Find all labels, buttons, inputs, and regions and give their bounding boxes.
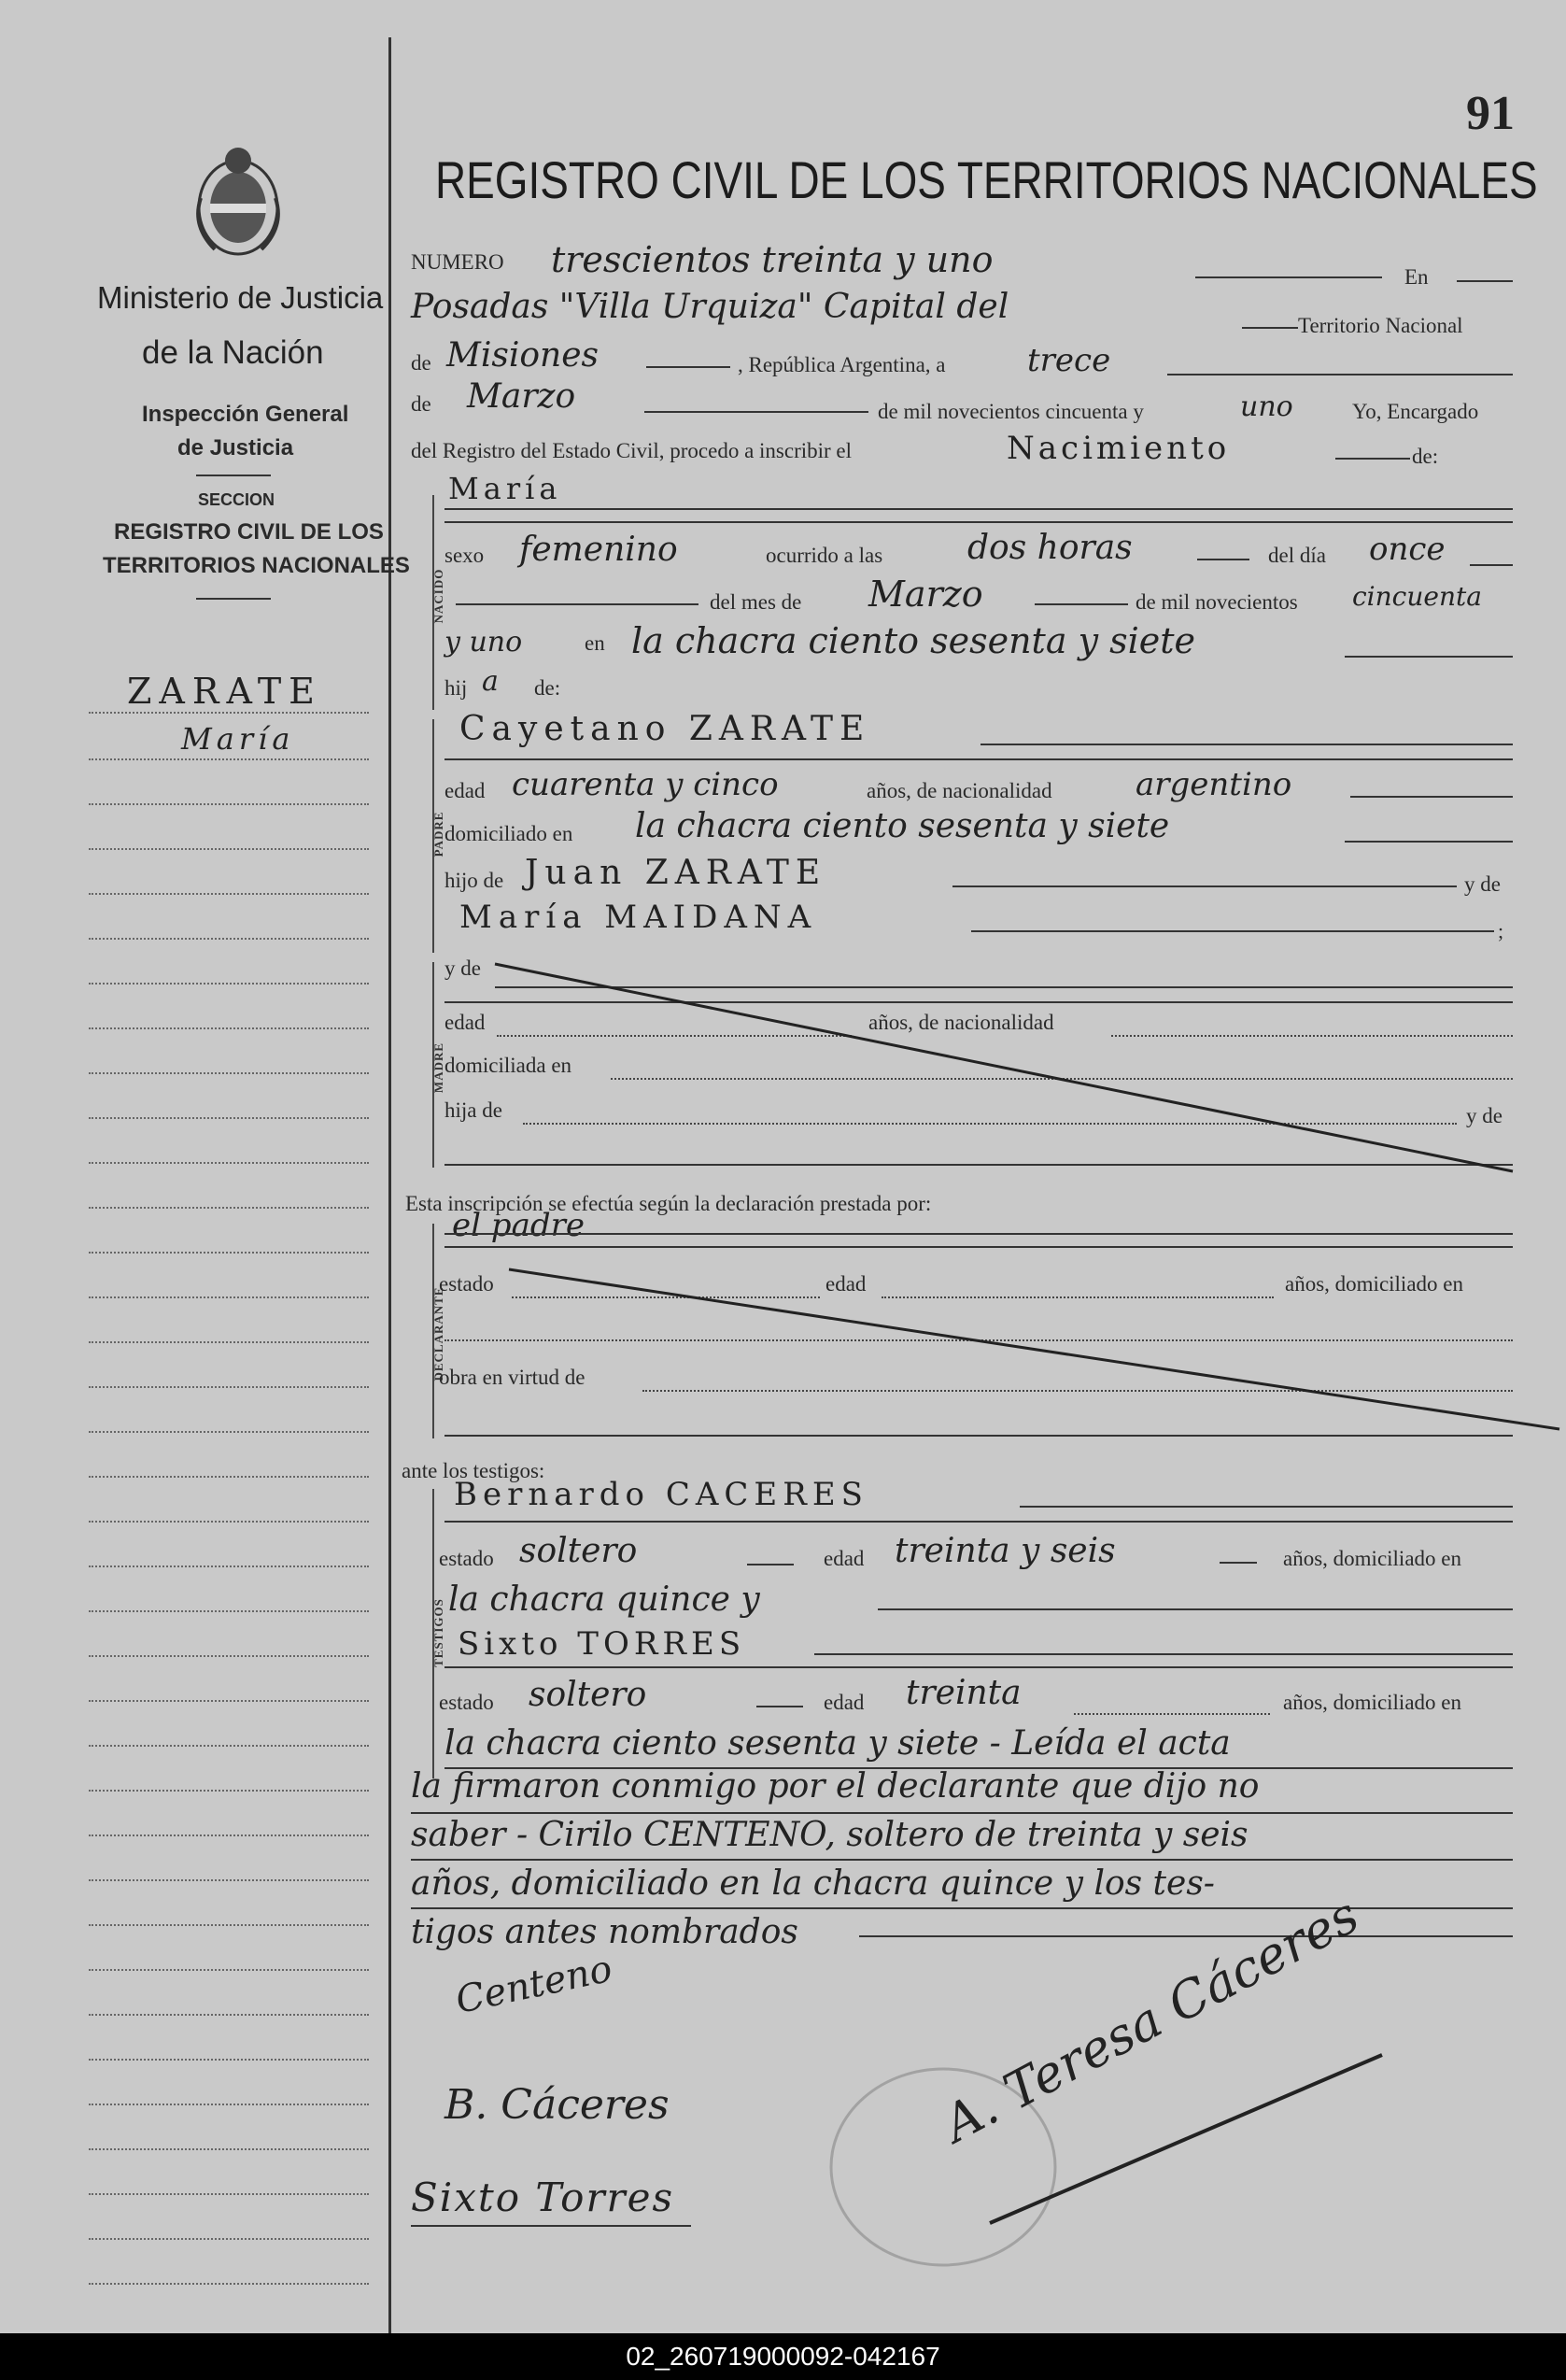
divider <box>196 475 271 476</box>
inspection-line2: de Justicia <box>177 435 294 460</box>
madre-cross-out <box>486 956 1522 1181</box>
padre-name: Cayetano ZARATE <box>459 710 871 748</box>
declarante-section-label: DECLARANTE <box>431 1286 445 1381</box>
closing-line1: la firmaron conmigo por el declarante que dijo no <box>411 1767 1260 1806</box>
hij-de-label: de: <box>534 676 561 700</box>
margin-name: María <box>181 721 295 757</box>
madre-nac-label: años, de nacionalidad <box>868 1011 1054 1034</box>
madre-edad-label: edad <box>444 1011 486 1034</box>
testigo2-estado-label: estado <box>439 1691 494 1714</box>
place-value: Posadas "Villa Urquiza" Capital del <box>411 288 1009 326</box>
dia-label: del día <box>1268 544 1326 567</box>
republica-label: , República Argentina, a <box>738 353 946 376</box>
padre-edad-label: edad <box>444 779 486 802</box>
testigo1-edad-label: edad <box>824 1547 865 1570</box>
mil-label: de mil novecientos <box>1136 590 1298 614</box>
folio-number: 91 <box>1466 87 1515 140</box>
section-label: SECCION <box>198 490 275 509</box>
declarante-intro: Esta inscripción se efectúa según la declaración prestada por: <box>405 1192 932 1215</box>
testigo2-estado: soltero <box>529 1676 647 1714</box>
madre-yde-label: y de <box>444 956 481 980</box>
testigo1-estado-label: estado <box>439 1547 494 1570</box>
numero-label: NUMERO <box>411 250 504 274</box>
registro-label: del Registro del Estado Civil, procedo a inscribir el <box>411 439 853 462</box>
nacido-name: María <box>448 471 562 506</box>
madre-yde2-label: y de <box>1466 1104 1503 1127</box>
day-value: trece <box>1027 342 1111 379</box>
de-label: de <box>411 351 431 375</box>
inspection-line1: Inspección General <box>142 402 349 427</box>
de2-label: de <box>411 392 431 416</box>
hij-label: hij <box>444 676 468 700</box>
signature-underline <box>971 2046 1401 2232</box>
testigos-intro: ante los testigos: <box>402 1459 545 1482</box>
testigo2-name: Sixto TORRES <box>458 1625 746 1663</box>
padre-nac-label: años, de nacionalidad <box>867 779 1052 802</box>
image-id-footer: 02_260719000092-042167 <box>0 2333 1566 2380</box>
padre-hijo-value: Juan ZARATE <box>525 854 827 892</box>
testigos-section-label: TESTIGOS <box>431 1598 445 1667</box>
testigo2-edad-label: edad <box>824 1691 865 1714</box>
padre-hijo-label: hijo de <box>444 869 504 892</box>
lugar-value: la chacra ciento sesenta y siete <box>631 620 1196 661</box>
hij-value: a <box>482 665 499 698</box>
testigo2-edad: treinta <box>906 1674 1022 1712</box>
padre-section-label: PADRE <box>431 811 445 857</box>
de3-label: de: <box>1412 445 1439 468</box>
declarante-obra-label: obra en virtud de <box>439 1366 585 1389</box>
testigo1-dom: la chacra quince y <box>448 1580 760 1619</box>
ministry-line2: de la Nación <box>142 334 324 371</box>
sexo-label: sexo <box>444 544 485 567</box>
closing-line3: años, domiciliado en la chacra quince y los tes- <box>411 1864 1215 1903</box>
testigo1-name: Bernardo CACERES <box>454 1476 868 1513</box>
anio-value: cincuenta <box>1352 581 1482 612</box>
numero-value: trescientos treinta y uno <box>551 239 994 280</box>
ministry-line1: Ministerio de Justicia <box>97 280 384 315</box>
section-line2: TERRITORIOS NACIONALES <box>103 553 410 578</box>
territorio-label: Territorio Nacional <box>1298 314 1463 337</box>
margin-surname: ZARATE <box>127 671 322 712</box>
declarante-dom-label: años, domiciliado en <box>1285 1272 1463 1296</box>
anio-value2: y uno <box>444 626 523 659</box>
declarante-edad-label: edad <box>825 1272 867 1296</box>
madre-hija-label: hija de <box>444 1098 502 1122</box>
year-label: de mil novecientos cincuenta y <box>878 400 1144 423</box>
testigo2-dom-label: años, domiciliado en <box>1283 1691 1461 1714</box>
madre-section-label: MADRE <box>431 1041 445 1094</box>
dia-value: once <box>1369 531 1446 568</box>
signature-torres: Sixto Torres <box>411 2175 675 2220</box>
closing-line2: saber - Cirilo CENTENO, soltero de treinta y seis <box>411 1816 1249 1854</box>
testigo1-estado: soltero <box>519 1532 638 1570</box>
en-label: En <box>1404 265 1429 289</box>
padre-yde-label: y de <box>1464 872 1501 896</box>
declarante-value: el padre <box>452 1207 585 1244</box>
padre-madre-value: María MAIDANA <box>459 899 818 936</box>
sexo-value: femenino <box>519 531 678 569</box>
hora-value: dos horas <box>967 529 1133 567</box>
mes-value: Marzo <box>868 574 983 615</box>
padre-dom-label: domiciliado en <box>444 822 573 845</box>
month-value: Marzo <box>467 377 576 416</box>
territory-value: Misiones <box>446 336 600 375</box>
closing-line4: tigos antes nombrados <box>411 1913 798 1951</box>
padre-edad-value: cuarenta y cinco <box>512 766 779 803</box>
testigo1-edad: treinta y seis <box>895 1532 1116 1570</box>
madre-dom-label: domiciliada en <box>444 1054 572 1077</box>
page-title: REGISTRO CIVIL DE LOS TERRITORIOS NACIONALES <box>435 150 1538 209</box>
testigo1-dom-label: años, domiciliado en <box>1283 1547 1461 1570</box>
declarante-cross-out <box>504 1265 1566 1433</box>
act-value: Nacimiento <box>1007 430 1231 467</box>
en-label: en <box>585 631 605 655</box>
mes-label: del mes de <box>710 590 802 614</box>
encargado-label: Yo, Encargado <box>1352 400 1479 423</box>
testigo2-dom: la chacra ciento sesenta y siete - Leída el acta <box>444 1724 1231 1763</box>
divider <box>196 598 271 600</box>
nacido-section-label: NACIDO <box>431 568 445 624</box>
signature-teresa-caceres: A. Teresa Cáceres <box>934 1885 1369 2154</box>
signature-caceres: B. Cáceres <box>444 2081 670 2129</box>
margin-rule <box>388 37 391 2333</box>
padre-nac-value: argentino <box>1136 766 1292 803</box>
ocurrido-label: ocurrido a las <box>766 544 883 567</box>
signature-centeno: Centeno <box>452 1947 616 2022</box>
semicolon: ; <box>1498 919 1504 942</box>
section-line1: REGISTRO CIVIL DE LOS <box>114 519 384 545</box>
coat-of-arms-icon <box>187 142 289 263</box>
year-value: uno <box>1240 390 1293 423</box>
declarante-estado-label: estado <box>439 1272 494 1296</box>
padre-dom-value: la chacra ciento sesenta y siete <box>635 807 1170 845</box>
